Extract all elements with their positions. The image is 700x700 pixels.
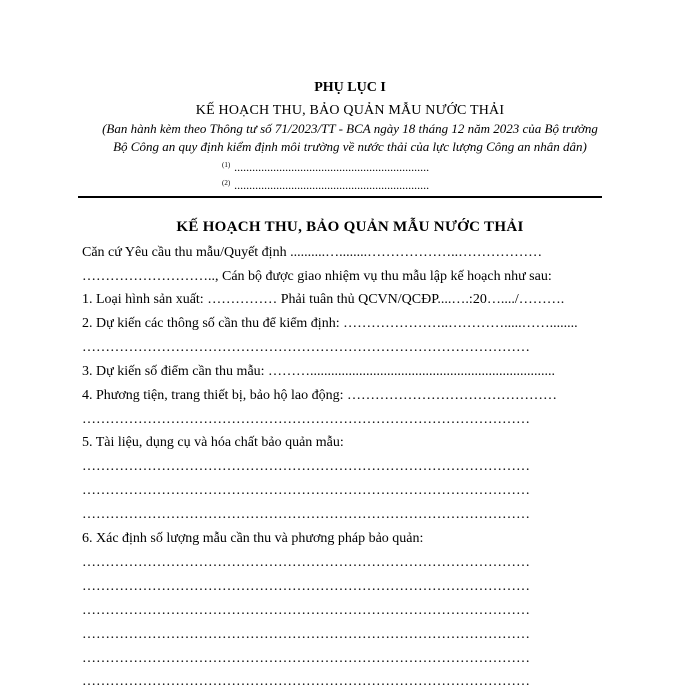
- form-line: ……………………………………………………………………………………: [82, 555, 530, 570]
- note-line-2: [222, 178, 429, 193]
- note-line-1: [222, 160, 429, 175]
- form-line: ……………………………………………………………………………………: [82, 507, 530, 522]
- note-dots-2: .................................................................: [234, 178, 430, 192]
- subtitle-line-1: (Ban hành kèm theo Thông tư số 71/2023/TT - BCA ngày 18 tháng 12 năm 2023 của Bộ trưởng: [102, 121, 598, 136]
- form-line: ……………………………………………………………………………………: [82, 674, 530, 689]
- note-dots-1: .................................................................: [234, 160, 430, 174]
- form-line: 3. Dự kiến số điểm cần thu mẫu: ………......................................................................: [82, 364, 556, 379]
- header-divider: [78, 196, 602, 198]
- form-line: ……………………………………………………………………………………: [82, 627, 530, 642]
- subtitle-line-2: Bộ Công an quy định kiểm định môi trường về nước thải của lực lượng Công an nhân dân): [113, 139, 587, 154]
- note-marker-1: (1): [222, 161, 231, 169]
- form-line: 1. Loại hình sản xuất: …………… Phải tuân thủ QCVN/QCĐP....….:20…..../……….: [82, 292, 565, 307]
- form-line: ……………………….., Cán bộ được giao nhiệm vụ thu mẫu lập kế hoạch như sau:: [82, 269, 552, 284]
- form-line: ……………………………………………………………………………………: [82, 412, 530, 427]
- form-title: KẾ HOẠCH THU, BẢO QUẢN MẪU NƯỚC THẢI: [176, 219, 524, 235]
- form-line: ……………………………………………………………………………………: [82, 483, 530, 498]
- form-line: Căn cứ Yêu cầu thu mẫu/Quyết định ..........…........………………..………………: [82, 245, 543, 260]
- form-line: ……………………………………………………………………………………: [82, 459, 530, 474]
- form-line: ……………………………………………………………………………………: [82, 651, 530, 666]
- form-line: 4. Phương tiện, trang thiết bị, bảo hộ lao động: ………………………………………: [82, 388, 558, 403]
- note-marker-2: (2): [222, 179, 231, 187]
- form-line: 5. Tài liệu, dụng cụ và hóa chất bảo quản mẫu:: [82, 435, 344, 450]
- form-line: 2. Dự kiến các thông số cần thu để kiểm định: …………………..………….....……........: [82, 316, 578, 331]
- form-line: 6. Xác định số lượng mẫu cần thu và phương pháp bảo quản:: [82, 531, 424, 546]
- form-line: ……………………………………………………………………………………: [82, 579, 530, 594]
- form-line: ……………………………………………………………………………………: [82, 340, 530, 355]
- appendix-label: PHỤ LỤC I: [314, 80, 386, 95]
- form-line: ……………………………………………………………………………………: [82, 603, 530, 618]
- document-title: KẾ HOẠCH THU, BẢO QUẢN MẪU NƯỚC THẢI: [195, 103, 505, 118]
